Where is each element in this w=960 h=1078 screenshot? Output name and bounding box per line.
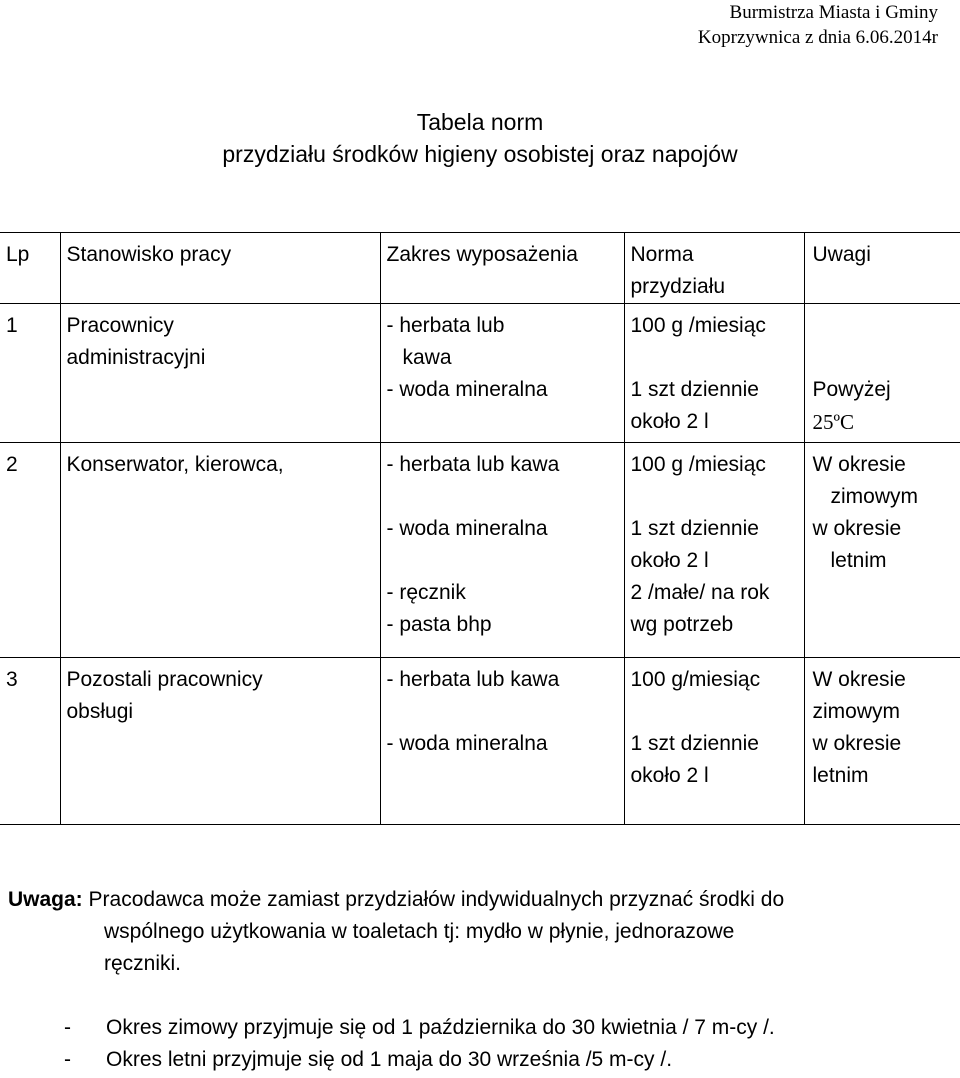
- header-uwagi: Uwagi: [804, 233, 960, 304]
- cell-stanowisko: Pozostali pracownicy obsługi: [60, 658, 380, 825]
- title-line-2: przydziału środków higieny osobistej oraz napojów: [222, 141, 738, 167]
- note-paragraph: [8, 884, 953, 980]
- document-title: [0, 106, 960, 170]
- periods-list: [64, 1012, 775, 1076]
- cell-lp: 2: [0, 443, 60, 658]
- table-row: [0, 658, 960, 825]
- header-line-1: Burmistrza Miasta i Gminy: [729, 2, 938, 23]
- note-line-1: Uwaga: Pracodawca może zamiast przydziałów indywidualnych przyznać środki do: [8, 888, 785, 911]
- title-line-1: Tabela norm: [416, 109, 544, 135]
- header-norma: Norma przydziału: [624, 233, 804, 304]
- note-line-3: ręczniki.: [104, 952, 182, 975]
- cell-zakres: - herbata lub kawa - woda mineralna: [380, 658, 624, 825]
- cell-norma: 100 g/miesiąc 1 szt dziennie około 2 l: [624, 658, 804, 825]
- note-label: Uwaga:: [8, 888, 83, 911]
- cell-zakres: - herbata lub kawa - woda mineralna - ręcznik - pasta bhp: [380, 443, 624, 658]
- cell-norma: 100 g /miesiąc 1 szt dziennie około 2 l: [624, 304, 804, 443]
- header-zakres: Zakres wyposażenia: [380, 233, 624, 304]
- list-item: - Okres zimowy przyjmuje się od 1 października do 30 kwietnia / 7 m-cy /.: [64, 1016, 775, 1039]
- cell-lp: 1: [0, 304, 60, 443]
- document-header: [698, 0, 938, 50]
- list-item: - Okres letni przyjmuje się od 1 maja do 30 września /5 m-cy /.: [64, 1048, 673, 1071]
- note-line-2: wspólnego użytkowania w toaletach tj: mydło w płynie, jednorazowe: [104, 920, 735, 943]
- cell-uwagi: W okresie zimowym w okresie letnim: [804, 658, 960, 825]
- cell-uwagi: Powyżej 25ºC: [804, 304, 960, 443]
- header-line-2: Koprzywnica z dnia 6.06.2014r: [697, 27, 938, 48]
- cell-uwagi: W okresie zimowym w okresie letnim: [804, 443, 960, 658]
- table-row: [0, 304, 960, 443]
- cell-lp: 3: [0, 658, 60, 825]
- header-stanowisko: Stanowisko pracy: [60, 233, 380, 304]
- norms-table: [0, 232, 960, 825]
- cell-stanowisko: Pracownicy administracyjni: [60, 304, 380, 443]
- table-row: [0, 443, 960, 658]
- cell-zakres: - herbata lub kawa - woda mineralna: [380, 304, 624, 443]
- header-lp: Lp: [0, 233, 60, 304]
- cell-norma: 100 g /miesiąc 1 szt dziennie około 2 l 2 /małe/ na rok wg potrzeb: [624, 443, 804, 658]
- cell-stanowisko: Konserwator, kierowca,: [60, 443, 380, 658]
- table-header-row: [0, 233, 960, 304]
